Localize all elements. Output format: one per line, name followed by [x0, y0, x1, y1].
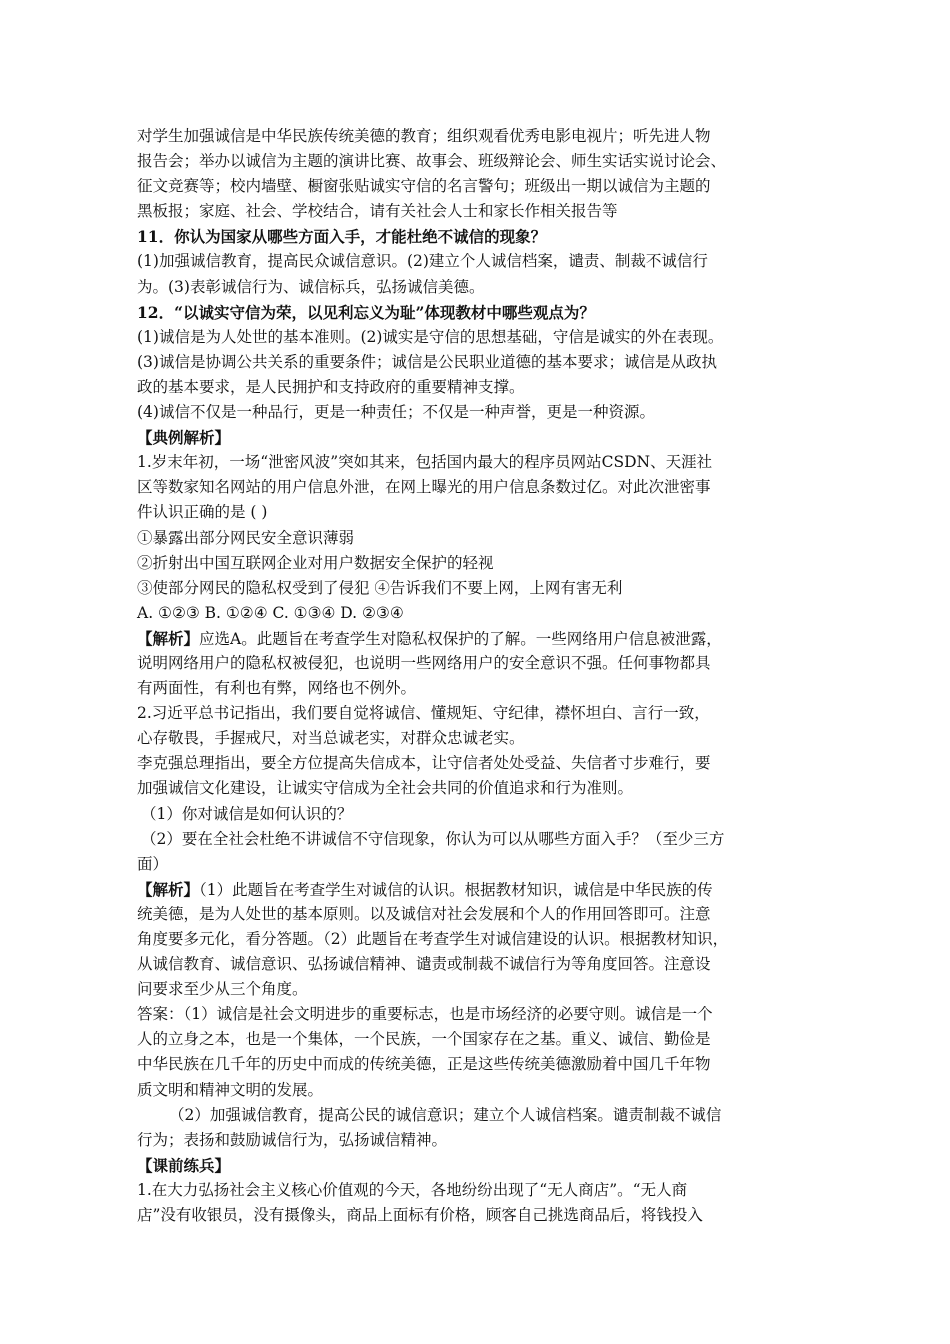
- text-line: 1.岁末年初，一场“泄密风波”突如其来，包括国内最大的程序员网站CSDN、天涯社: [137, 453, 713, 472]
- text-line: 答案：（1）诚信是社会文明进步的重要标志，也是市场经济的必要守则。诚信是一个: [137, 1005, 713, 1024]
- text-line: 有两面性，有利也有弊，网络也不例外。: [137, 679, 417, 698]
- text-line: 店”没有收银员，没有摄像头，商品上面标有价格，顾客自己挑选商品后，将钱投入: [137, 1206, 703, 1225]
- text-line: （2）要在全社会杜绝不讲诚信不守信现象，你认为可以从哪些方面入手？（至少三方: [141, 829, 725, 848]
- section-label: 【解析】: [137, 879, 200, 899]
- text-line: 行为；表扬和鼓励诚信行为，弘扬诚信精神。: [137, 1130, 448, 1149]
- text-line: 件认识正确的是 ( ): [137, 503, 268, 522]
- text-line: （1）你对诚信是如何认识的？: [141, 804, 353, 823]
- text-line: 从诚信教育、诚信意识、弘扬诚信精神、谴责或制裁不诚信行为等角度回答。注意设: [137, 955, 711, 974]
- text-line: 2.习近平总书记指出，我们要自觉将诚信、懂规矩、守纪律，襟怀坦白、言行一致，: [137, 704, 710, 723]
- line-text: 应选A。此题旨在考查学生对隐私权保护的了解。一些网络用户信息被泄露，: [199, 629, 722, 648]
- text-line: 对学生加强诚信是中华民族传统美德的教育；组织观看优秀电影电视片；听先进人物: [137, 127, 711, 145]
- text-line: 李克强总理指出，要全方位提高失信成本，让守信者处处受益、失信者寸步难行，要: [137, 754, 711, 773]
- text-line: （2）加强诚信教育，提高公民的诚信意识；建立个人诚信档案。谴责制裁不诚信: [169, 1105, 722, 1124]
- text-line: ①暴露出部分网民安全意识薄弱: [137, 528, 355, 547]
- text-line: (1)诚信是为人处世的基本准则。(2)诚实是守信的思想基础，守信是诚实的外在表现。: [137, 327, 724, 346]
- text-line: 为。(3)表彰诚信行为、诚信标兵，弘扬诚信美德。: [137, 277, 485, 296]
- text-line: 人的立身之本，也是一个集体，一个民族，一个国家存在之基。重义、诚信、勤俭是: [137, 1030, 711, 1049]
- line-text: （1）此题旨在考查学生对诚信的认识。根据教材知识，诚信是中华民族的传: [199, 880, 713, 899]
- text-line: 中华民族在几千年的历史中而成的传统美德，正是这些传统美德激励着中国几千年物: [137, 1055, 711, 1074]
- text-line: 加强诚信文化建设，让诚实守信成为全社会共同的价值追求和行为准则。: [137, 779, 634, 798]
- text-line: ③使部分网民的隐私权受到了侵犯 ④告诉我们不要上网，上网有害无利: [137, 578, 623, 597]
- text-line: 征文竞赛等；校内墙壁、橱窗张贴诚实守信的名言警句；班级出一期以诚信为主题的: [137, 177, 711, 196]
- text-line: 心存敬畏，手握戒尺，对当总诚老实，对群众忠诚老实。: [137, 729, 525, 748]
- text-line: 政的基本要求，是人民拥护和支持政府的重要精神支撑。: [137, 377, 525, 396]
- text-line: 12．“以诚实守信为荣，以见利忘义为耻”体现教材中哪些观点为？: [137, 302, 595, 322]
- text-line: A. ①②③ B. ①②④ C. ①③④ D. ②③④: [137, 603, 404, 622]
- text-line: 11．你认为国家从哪些方面入手，才能杜绝不诚信的现象？: [137, 227, 547, 247]
- text-line: (3)诚信是协调公共关系的重要条件；诚信是公民职业道德的基本要求；诚信是从政执: [137, 352, 717, 371]
- text-line: 1.在大力弘扬社会主义核心价值观的今天，各地纷纷出现了“无人商店”。“无人商: [137, 1180, 688, 1199]
- text-line: 【典例解析】: [137, 428, 231, 448]
- text-line: (1)加强诚信教育，提高民众诚信意识。(2)建立个人诚信档案，谴责、制裁不诚信行: [137, 252, 708, 271]
- text-line: [137, 877, 937, 902]
- text-line: 统美德，是为人处世的基本原则。以及诚信对社会发展和个人的作用回答即可。注意: [137, 904, 711, 923]
- document-page: [137, 124, 937, 1228]
- text-line: 说明网络用户的隐私权被侵犯，也说明一些网络用户的安全意识不强。任何事物都具: [137, 653, 711, 672]
- text-line: 质文明和精神文明的发展。: [137, 1080, 324, 1099]
- text-line: 报告会；举办以诚信为主题的演讲比赛、故事会、班级辩论会、师生实话实说讨论会、: [137, 152, 727, 171]
- section-label: 【解析】: [137, 628, 200, 648]
- text-line: 角度要多元化，看分答题。（2）此题旨在考查学生对诚信建设的认识。根据教材知识，: [137, 930, 729, 948]
- text-line: 黑板报；家庭、社会、学校结合，请有关社会人士和家长作相关报告等: [137, 202, 618, 221]
- text-line: 面）: [137, 854, 169, 873]
- text-line: (4)诚信不仅是一种品行，更是一种责任；不仅是一种声誉，更是一种资源。: [137, 403, 655, 422]
- text-line: 【课前练兵】: [137, 1155, 231, 1175]
- text-line: 区等数家知名网站的用户信息外泄，在网上曝光的用户信息条数过亿。对此次泄密事: [137, 478, 711, 497]
- text-line: 问要求至少从三个角度。: [137, 980, 308, 999]
- text-line: ②折射出中国互联网企业对用户数据安全保护的轻视: [137, 553, 494, 572]
- text-line: [137, 626, 937, 651]
